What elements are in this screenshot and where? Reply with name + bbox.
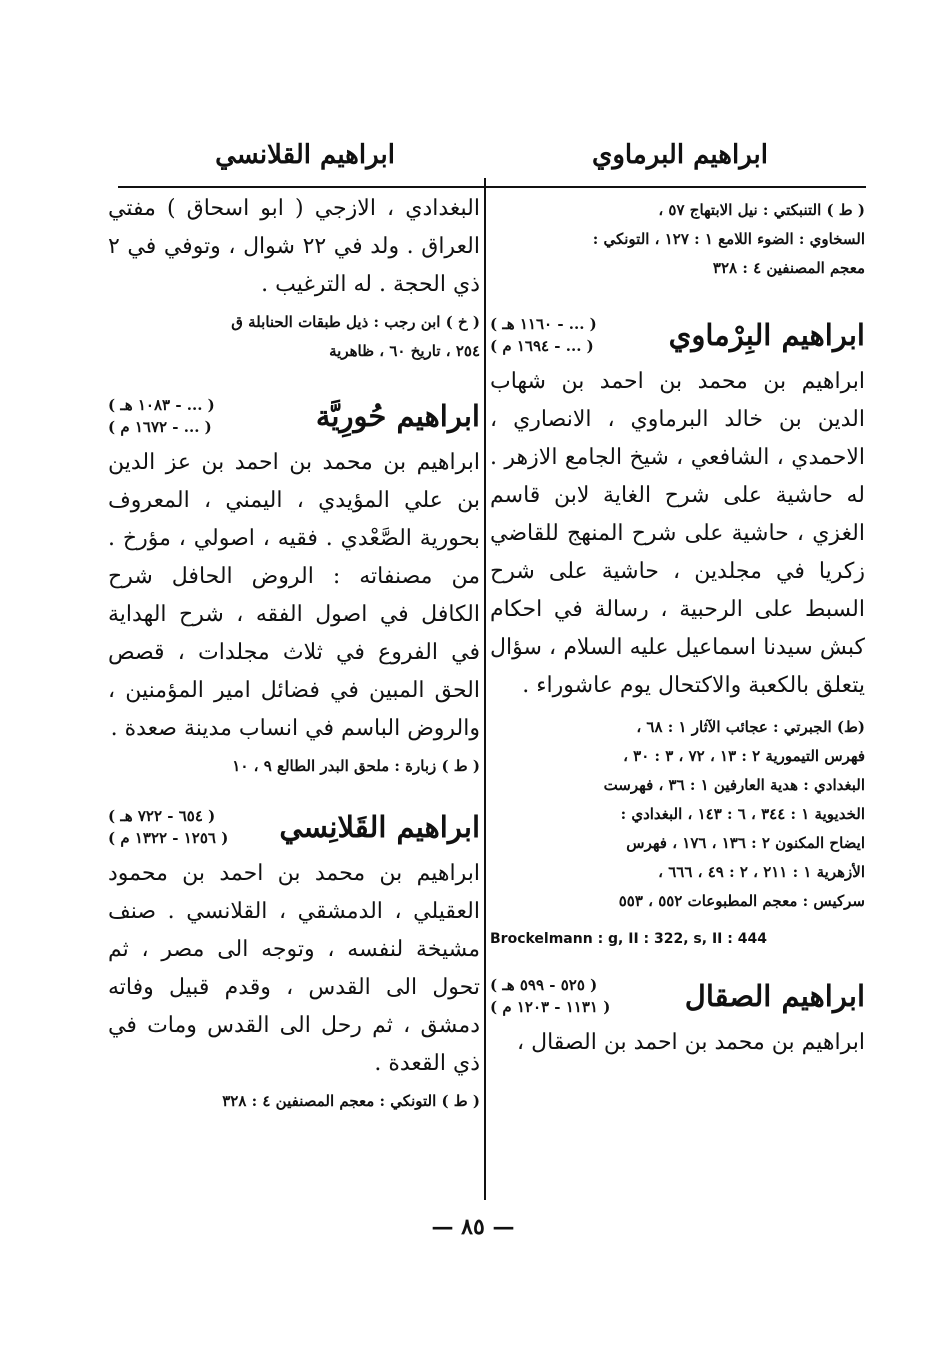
entry-dates [490, 974, 610, 1018]
entry-name: ابراهيم الصقال [684, 979, 865, 1013]
entry-heading [490, 313, 865, 357]
reference-line: ٢٥٤ ، تاريخ ٦٠ ، ظاهرية [329, 342, 480, 360]
entry-dates [490, 313, 597, 357]
date-hijri: ( ٥٢٥ - ٥٩٩ هـ ) [490, 976, 598, 994]
entry-body-continued: البغدادي ، الازجي ( ابو اسحاق ) مفتي العراق . ولد في ٢٢ شوال ، وتوفي في ٢ ذي الحجة . له الترغيب . [108, 196, 481, 297]
reference-line: الأزهرية ١ : ٢١١ ، ٢ : ٤٩ ، ٦٦٦ ، [658, 863, 865, 881]
running-head-right: ابراهيم البرماوي [591, 140, 769, 170]
entry-body: ابراهيم بن محمد بن احمد بن شهاب الدين بن خالد البرماوي ، الانصاري ، الاحمدي ، الشافعي ، شيخ الجامع الازهر . له حاشية على شرح الغاية لابن قاسم الغزي ، حاشية على شرح المنهج للقاضي زكريا في مجلدين ، حاشية على شرح السبط على الرحبية ، رسالة في احكام كبش سيدنا اسماعيل عليه السلام ، سؤال يتعلق بالكعبة والاكتحال يوم عاشوراء . [490, 369, 865, 698]
reference-line: فهرس التيمورية ٢ : ١٣ ، ٧٢ ، ٣ : ٣٠ ، [623, 747, 865, 765]
reference-line: ( خ ) ابن رجب : ذيل طبقات الحنابلة ق [231, 313, 480, 331]
reference-line: ( ط ) التنبكتي : نيل الابتهاج ٥٧ ، [658, 201, 865, 219]
entry-heading [490, 974, 865, 1018]
reference-block [490, 713, 865, 916]
date-gregorian: ( ... - ١٦٧٢ م ) [108, 418, 212, 436]
reference-line: ( ط ) التونكي : معجم المصنفين ٤ : ٣٢٨ [222, 1092, 480, 1110]
date-hijri: ( ٦٥٤ - ٧٢٢ هـ ) [108, 807, 216, 825]
reference-line: (ط) الجبرتي : عجائب الآثار ١ : ٦٨ ، [636, 718, 865, 736]
reference-line: سركيس : معجم المطبوعات ٥٥٢ ، ٥٥٣ [618, 892, 865, 910]
date-hijri: ( ... - ١٠٨٣ هـ ) [108, 396, 215, 414]
entry-body: ابراهيم بن محمد بن احمد بن الصقال ، [517, 1030, 865, 1055]
left-column [108, 190, 480, 1116]
reference-line: البغدادي : هدية العارفين ١ : ٣٦ ، فهرست [603, 776, 865, 794]
entry-body: ابراهيم بن محمد بن احمد بن محمود العقيلي ، الدمشقي ، القلانسي . صنف مشيخة لنفسه ، وتوجه الى مصر ، ثم تحول الى القدس ، وقدم قبيل وفاته دمشق ، ثم رحل الى القدس ومات في ذي القعدة . [108, 861, 480, 1076]
page-number: — ٨٥ — [431, 1214, 515, 1240]
entry-dates [108, 394, 215, 438]
entry-name: ابراهيم القَلانِسي [279, 810, 480, 844]
entry-name: ابراهيم حُورِيَّة [315, 399, 480, 433]
reference-line: الخديوية ١ : ٣٤٤ ، ٦ : ١٤٣ ، البغدادي : [620, 805, 865, 823]
column-divider [484, 178, 486, 1200]
reference-line: السخاوي : الضوء اللامع ١ : ١٢٧ ، التونكي : [592, 230, 865, 248]
reference-line: ايضاح المكنون ٢ : ١٣٦ ، ١٧٦ ، فهرس [626, 834, 865, 852]
date-hijri: ( ... - ١١٦٠ هـ ) [490, 315, 597, 333]
entry-name: ابراهيم البِرْماوي [668, 318, 865, 352]
header-rule [118, 186, 866, 188]
date-gregorian: ( ١١٣١ - ١٢٠٣ م ) [490, 998, 611, 1016]
reference-block [108, 308, 480, 366]
reference-line: معجم المصنفين ٤ : ٣٢٨ [712, 259, 865, 277]
brockelmann-reference: Brockelmann : g, II : 322, s, II : 444 [490, 931, 767, 947]
reference-line: ( ط ) زبارة : ملحق البدر الطالع ٩ ، ١٠ [232, 757, 480, 775]
entry-heading [108, 805, 480, 849]
date-gregorian: ( ١٢٥٦ - ١٣٢٢ م ) [108, 829, 229, 847]
running-head-left: ابراهيم القلانسي [215, 140, 395, 170]
entry-body: ابراهيم بن محمد بن احمد بن عز الدين بن علي المؤيدي ، اليمني ، المعروف بحورية الصَّعْدي . فقيه ، اصولي ، مؤرخ . من مصنفاته : الروض الحافل شرح الكافل في اصول الفقه ، شرح الهداية في الفروع في ثلاث مجلدات ، قصص الحق المبين في فضائل امير المؤمنين ، والروض الباسم في انساب مدينة صعدة . [108, 450, 480, 741]
right-column [490, 196, 865, 1062]
entry-dates [108, 805, 228, 849]
date-gregorian: ( ... - ١٦٩٤ م ) [490, 337, 594, 355]
entry-heading [108, 394, 480, 438]
